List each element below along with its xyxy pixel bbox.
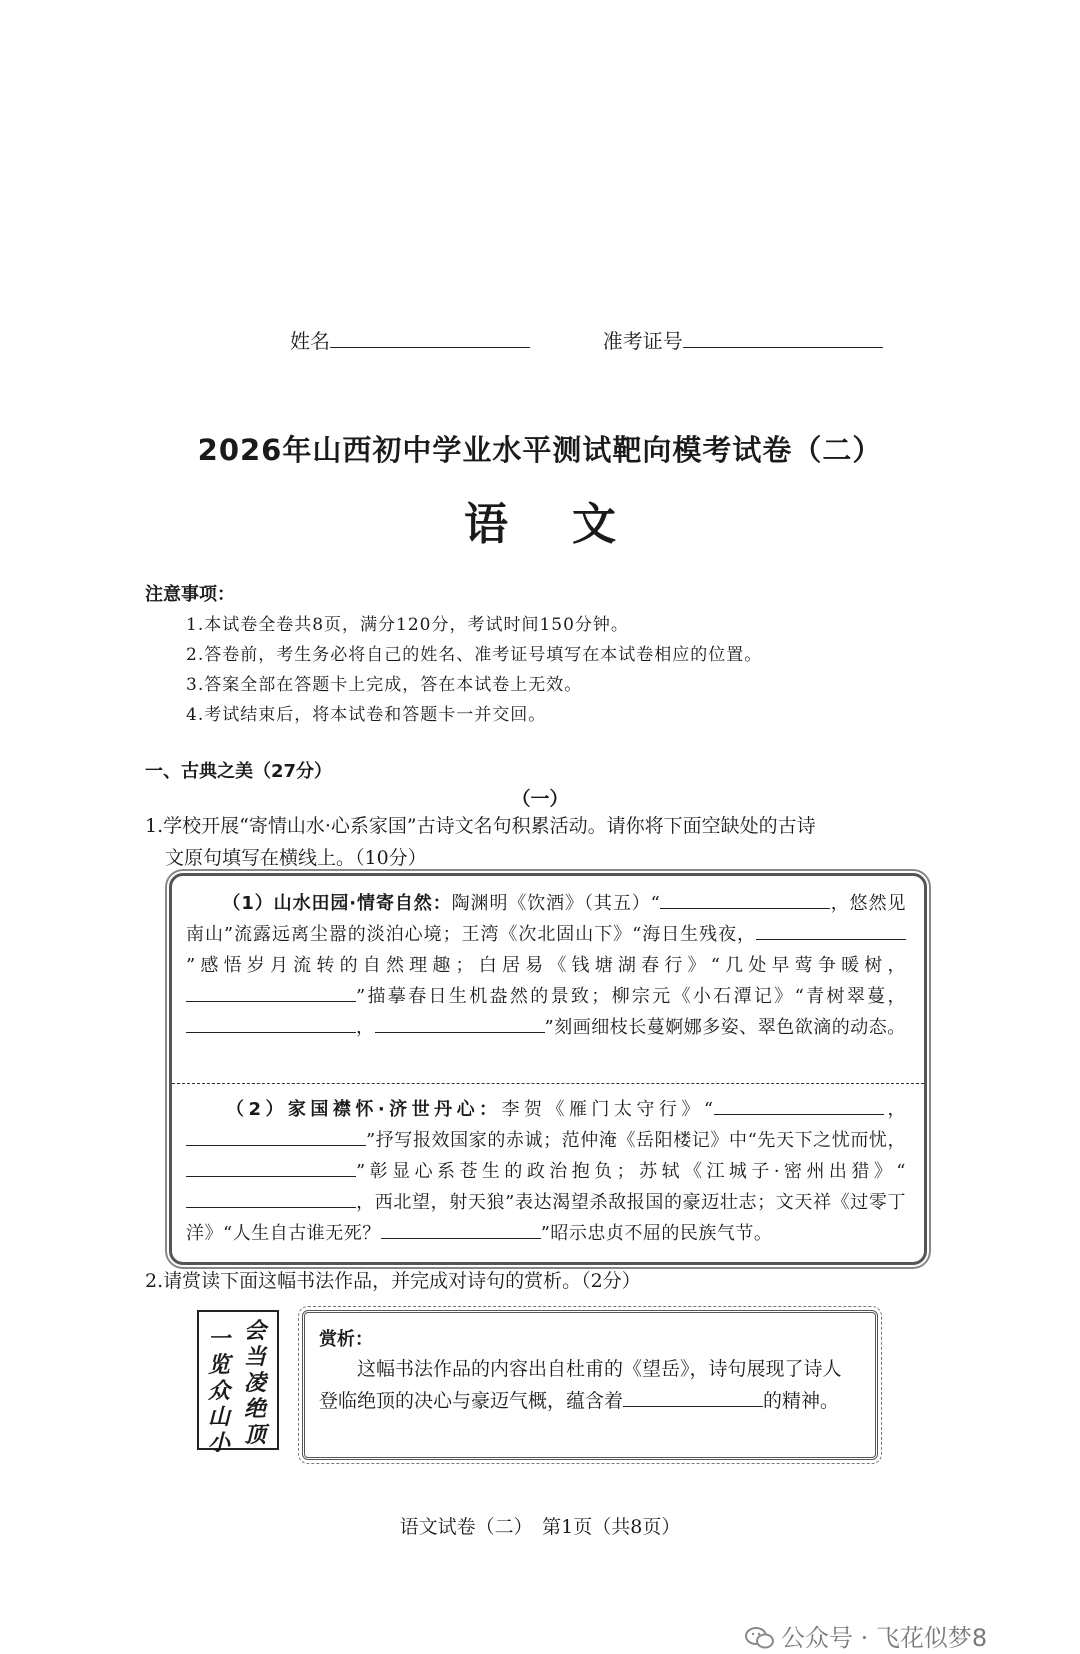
dashed-divider xyxy=(172,1083,924,1084)
answer-blank[interactable] xyxy=(623,1386,763,1407)
answer-blank[interactable] xyxy=(756,920,906,940)
part-1-text: ”感悟岁月流转的自然理趣；白居易《钱塘湖春行》“几处早莺争暖树， xyxy=(186,955,906,976)
section-heading: 一、古典之美（27分） xyxy=(145,761,333,782)
answer-blank[interactable] xyxy=(186,982,356,1002)
wechat-icon xyxy=(745,1626,775,1650)
name-label: 姓名 xyxy=(290,329,330,353)
question-1-text-line: 文原句填写在横线上。（10分） xyxy=(165,847,427,869)
page-footer: 语文试卷（二） 第1页（共8页） xyxy=(399,1516,681,1538)
calligraphy-right-text xyxy=(239,1318,271,1448)
calligraphy-char: 当 xyxy=(243,1344,266,1370)
answer-blank[interactable] xyxy=(714,1095,884,1115)
calligraphy-char: 览 xyxy=(207,1352,230,1378)
name-blank[interactable] xyxy=(330,326,530,348)
appreciation-box xyxy=(302,1310,878,1460)
exam-title: 2026年山西初中学业水平测试靶向模考试卷（二） xyxy=(197,433,883,467)
calligraphy-left-text xyxy=(203,1326,235,1456)
notes-heading: 注意事项： xyxy=(145,584,235,605)
calligraphy-char: 绝 xyxy=(243,1396,266,1422)
exam-id-blank[interactable] xyxy=(683,326,883,348)
calligraphy-char: 顶 xyxy=(243,1422,266,1448)
appreciation-sentence: 的精神。 xyxy=(763,1390,840,1412)
note-item: 3.答案全部在答题卡上完成，答在本试卷上无效。 xyxy=(186,675,583,695)
part-2-text: ”昭示忠贞不屈的民族气节。 xyxy=(540,1223,773,1244)
appreciation-title: 赏析： xyxy=(319,1329,373,1350)
question-1-box xyxy=(169,873,927,1265)
part-1-text: ”描摹春日生机盎然的景致；柳宗元《小石潭记》“青树翠蔓， xyxy=(356,986,906,1007)
part-1-lead: （1）山水田园·情寄自然： xyxy=(222,893,452,914)
answer-blank[interactable] xyxy=(381,1219,541,1239)
question-1-stem xyxy=(145,810,935,874)
appreciation-text xyxy=(319,1353,859,1417)
candidate-info-row xyxy=(290,325,883,354)
answer-blank[interactable] xyxy=(186,1013,356,1033)
note-item: 2.答卷前，考生务必将自己的姓名、准考证号填写在本试卷相应的位置。 xyxy=(186,645,763,665)
calligraphy-char: 小 xyxy=(207,1430,230,1456)
calligraphy-char: 一 xyxy=(207,1326,230,1352)
subject-title: 语文 xyxy=(464,499,680,550)
part-heading: （一） xyxy=(511,788,569,810)
calligraphy-left-column xyxy=(203,1326,235,1456)
part-2-text: ”抒写报效国家的赤诚；范仲淹《岳阳楼记》中“先天下之忧而忧， xyxy=(366,1130,906,1151)
part-2-text: ”彰显心系苍生的政治抱负；苏轼《江城子·密州出猎》“ xyxy=(356,1161,906,1182)
part-1-text: ，悠然见南山”流露远离尘嚣的淡泊心境；王湾《次北固山下》“海日生残夜， xyxy=(186,893,907,945)
calligraphy-char: 会 xyxy=(243,1318,266,1344)
note-item: 4.考试结束后，将本试卷和答题卡一并交回。 xyxy=(186,705,547,725)
part-2-text: 李贺《雁门太守行》“ xyxy=(501,1099,714,1120)
calligraphy-right-column xyxy=(239,1318,271,1448)
note-item: 1.本试卷全卷共8页，满分120分，考试时间150分钟。 xyxy=(186,615,629,635)
part-1-text: ， xyxy=(356,1017,375,1038)
answer-blank[interactable] xyxy=(375,1013,545,1033)
question-1-part-1 xyxy=(186,888,906,1043)
question-1-text-line: 1.学校开展“寄情山水·心系家国”古诗文名句积累活动。请你将下面空缺处的古诗 xyxy=(145,815,816,837)
question-2-stem: 2.请赏读下面这幅书法作品，并完成对诗句的赏析。（2分） xyxy=(145,1270,641,1292)
answer-blank[interactable] xyxy=(186,1126,366,1146)
question-1-part-2 xyxy=(186,1094,906,1249)
answer-blank[interactable] xyxy=(186,1188,356,1208)
calligraphy-char: 凌 xyxy=(243,1370,266,1396)
exam-id-label: 准考证号 xyxy=(602,329,683,353)
part-2-text: ，西北望，射天狼”表达渴望杀敌报国的豪迈壮志；文天祥《过零丁洋》“人生自古谁无死？ xyxy=(186,1192,906,1244)
answer-blank[interactable] xyxy=(660,889,830,909)
calligraphy-image xyxy=(197,1310,279,1456)
part-2-lead: （2）家国襟怀·济世丹心： xyxy=(222,1099,502,1120)
watermark-text: 公众号 · 飞花似梦8 xyxy=(781,1624,988,1652)
part-2-text: ， xyxy=(883,1099,906,1120)
answer-blank[interactable] xyxy=(186,1157,356,1177)
calligraphy-char: 众 xyxy=(207,1378,230,1404)
part-1-text: ”刻画细枝长蔓婀娜多姿、翠色欲滴的动态。 xyxy=(544,1017,906,1038)
part-1-text: 陶渊明《饮酒》（其五）“ xyxy=(451,893,661,914)
appreciation-sentence: 这幅书法作品的内容出自杜甫的《望岳》，诗句展现了诗人登临绝顶的决心与豪迈气概，蕴含着 xyxy=(319,1358,842,1412)
watermark xyxy=(745,1618,987,1653)
calligraphy-char: 山 xyxy=(207,1404,230,1430)
